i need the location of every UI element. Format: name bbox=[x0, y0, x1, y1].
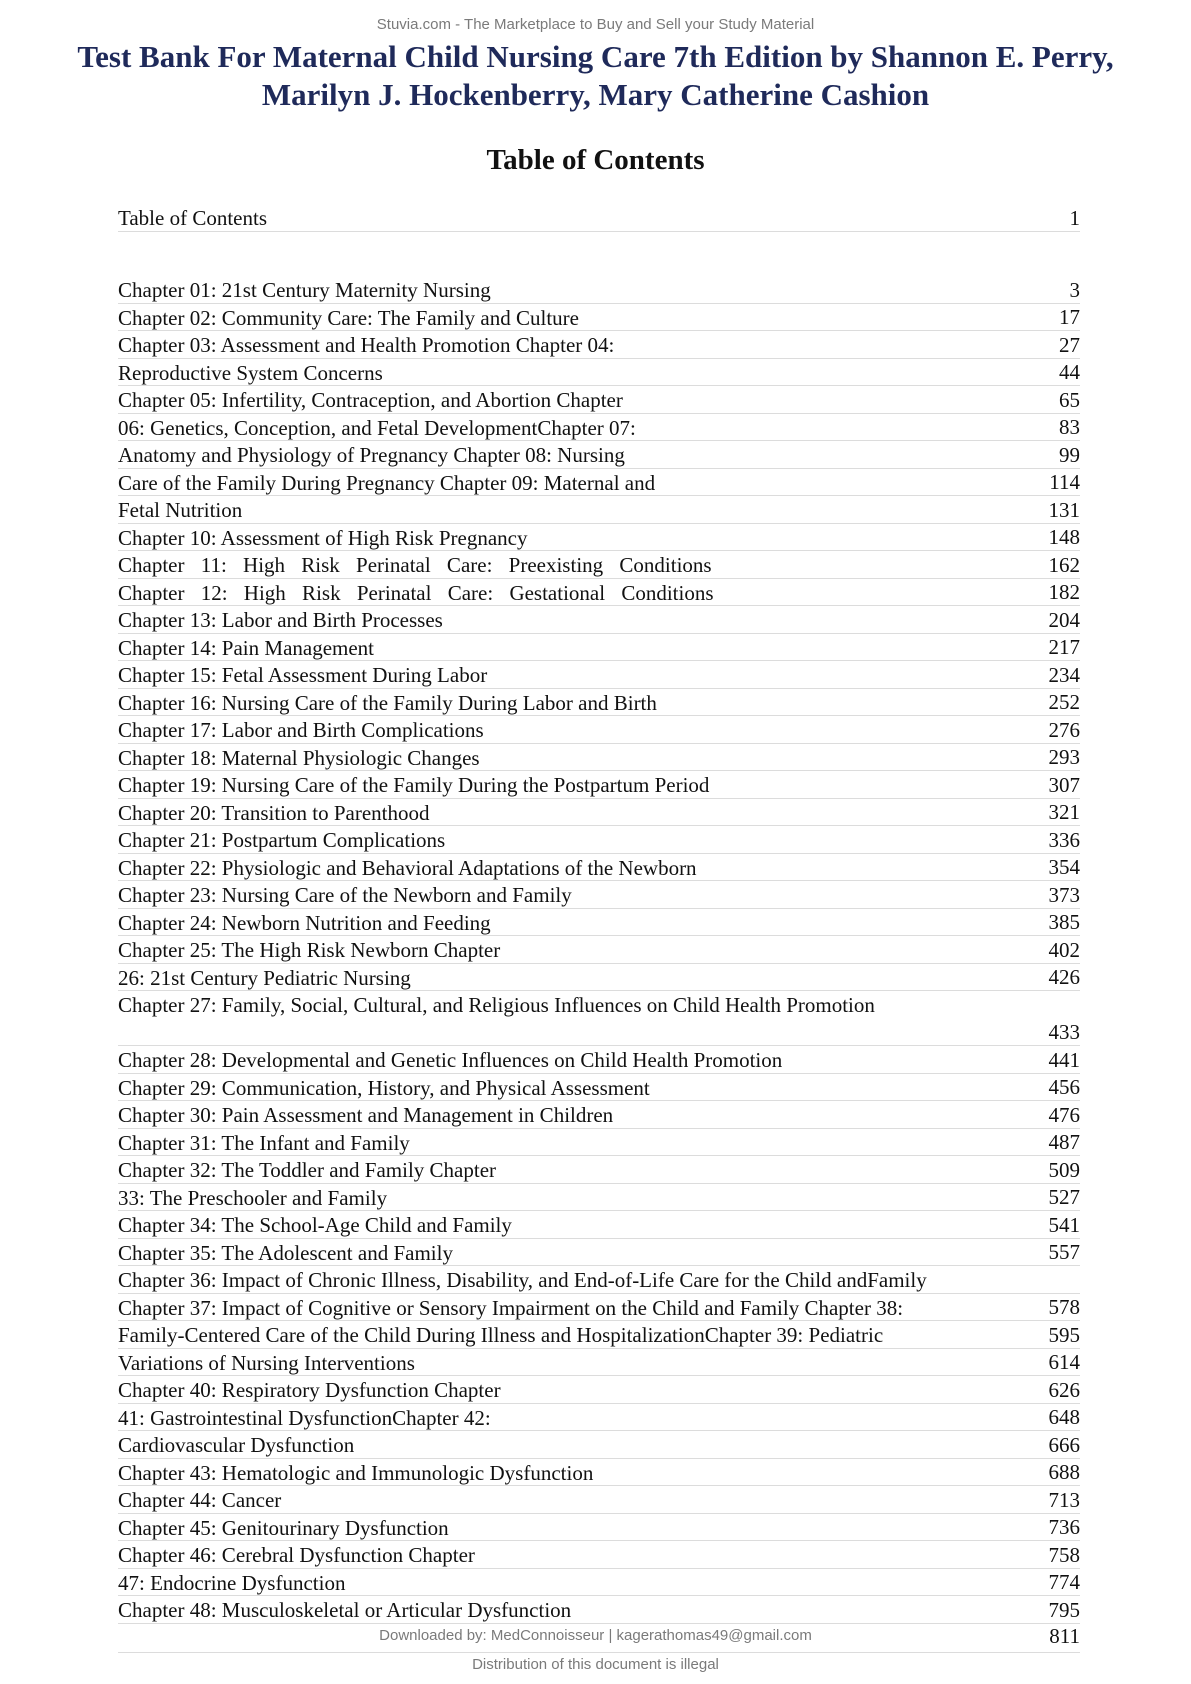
toc-entry-title: Chapter 27: Family, Social, Cultural, and Religious Influences on Child Health Promotion bbox=[118, 993, 875, 1017]
toc-entry-title: Chapter 32: The Toddler and Family Chapter bbox=[118, 1158, 497, 1182]
toc-entry[interactable] bbox=[118, 1459, 1080, 1487]
toc-entry-title: Chapter 48: Musculoskeletal or Articular Dysfunction bbox=[118, 1598, 572, 1622]
toc-entry[interactable] bbox=[118, 1184, 1080, 1212]
toc-entry-title: Chapter 17: Labor and Birth Complications bbox=[118, 718, 484, 742]
toc-entry[interactable] bbox=[118, 1376, 1080, 1404]
download-notice: Downloaded by: MedConnoisseur | kagerathomas49@gmail.com bbox=[379, 1627, 812, 1644]
toc-entry[interactable] bbox=[118, 331, 1080, 359]
toc-entry[interactable] bbox=[118, 469, 1080, 497]
toc-entry-page: 736 bbox=[1048, 1515, 1080, 1539]
toc-entry[interactable] bbox=[118, 936, 1080, 964]
toc-entry-title: Chapter 05: Infertility, Contraception, and Abortion Chapter bbox=[118, 388, 623, 412]
toc-entry[interactable] bbox=[118, 1569, 1080, 1597]
toc-entry-page: 476 bbox=[1048, 1102, 1080, 1127]
toc-entry-page: 293 bbox=[1048, 745, 1080, 769]
toc-top-entry[interactable] bbox=[118, 204, 1080, 232]
toc-entry-page: 44 bbox=[1059, 360, 1080, 384]
toc-entry-page: 17 bbox=[1059, 305, 1080, 329]
toc-entry-title: Chapter 31: The Infant and Family bbox=[118, 1130, 410, 1155]
toc-list bbox=[118, 276, 1080, 1624]
toc-entry-page: 557 bbox=[1048, 1240, 1080, 1264]
toc-entry-page: 774 bbox=[1048, 1570, 1080, 1594]
toc-entry[interactable] bbox=[118, 771, 1080, 799]
toc-entry-title: Chapter 43: Hematologic and Immunologic Dysfunction bbox=[118, 1460, 594, 1485]
toc-entry[interactable] bbox=[118, 909, 1080, 937]
toc-entry[interactable] bbox=[118, 1486, 1080, 1514]
toc-entry[interactable] bbox=[118, 496, 1080, 524]
toc-entry[interactable] bbox=[118, 1046, 1080, 1074]
toc-entry-page: 527 bbox=[1048, 1185, 1080, 1209]
toc-entry-page: 83 bbox=[1059, 415, 1080, 439]
toc-entry-title: Chapter 20: Transition to Parenthood bbox=[118, 800, 430, 825]
toc-entry[interactable] bbox=[118, 1129, 1080, 1157]
toc-entry-title: 33: The Preschooler and Family bbox=[118, 1185, 388, 1210]
toc-entry-page: 373 bbox=[1048, 882, 1080, 907]
toc-entry-title: Chapter 02: Community Care: The Family and Culture bbox=[118, 305, 579, 330]
toc-entry-title: Chapter 30: Pain Assessment and Management in Children bbox=[118, 1103, 614, 1127]
toc-entry-title: Chapter 29: Communication, History, and Physical Assessment bbox=[118, 1075, 650, 1100]
toc-entry-page: 234 bbox=[1048, 662, 1080, 687]
toc-entry[interactable] bbox=[118, 1541, 1080, 1569]
toc-entry-page: 758 bbox=[1048, 1542, 1080, 1567]
toc-entry-title: Chapter 23: Nursing Care of the Newborn and Family bbox=[118, 883, 572, 907]
toc-entry-title: Chapter 16: Nursing Care of the Family During Labor and Birth bbox=[118, 690, 657, 715]
toc-entry-title: Fetal Nutrition bbox=[118, 498, 243, 522]
toc-entry-page: 321 bbox=[1048, 800, 1080, 824]
toc-entry[interactable] bbox=[118, 881, 1080, 909]
toc-entry-page: 402 bbox=[1048, 937, 1080, 962]
toc-entry[interactable] bbox=[118, 991, 1080, 1046]
toc-entry-page: 614 bbox=[1048, 1350, 1080, 1374]
toc-entry-page: 148 bbox=[1048, 525, 1080, 549]
toc-entry-title: Chapter 24: Newborn Nutrition and Feeding bbox=[118, 910, 491, 935]
toc-entry[interactable] bbox=[118, 606, 1080, 634]
toc-entry-page: 276 bbox=[1048, 717, 1080, 742]
toc-entry[interactable] bbox=[118, 744, 1080, 772]
toc-entry[interactable] bbox=[118, 1404, 1080, 1432]
toc-entry[interactable] bbox=[118, 799, 1080, 827]
toc-entry-title: Chapter 19: Nursing Care of the Family During the Postpartum Period bbox=[118, 773, 710, 797]
toc-top-label: Table of Contents bbox=[118, 206, 267, 230]
toc-entry-title: Variations of Nursing Interventions bbox=[118, 1350, 415, 1375]
toc-entry[interactable] bbox=[118, 1156, 1080, 1184]
toc-entry[interactable] bbox=[118, 826, 1080, 854]
toc-entry[interactable] bbox=[118, 1431, 1080, 1459]
toc-entry-title: Chapter 46: Cerebral Dysfunction Chapter bbox=[118, 1543, 475, 1567]
toc-entry[interactable] bbox=[118, 634, 1080, 662]
toc-entry[interactable] bbox=[118, 386, 1080, 414]
toc-entry[interactable] bbox=[118, 1211, 1080, 1239]
toc-entry-title: Anatomy and Physiology of Pregnancy Chapter 08: Nursing bbox=[118, 443, 625, 467]
toc-entry-title: Reproductive System Concerns bbox=[118, 360, 383, 385]
toc-entry-title: Chapter 11: High Risk Perinatal Care: Preexisting Conditions bbox=[118, 553, 712, 577]
toc-entry-page: 27 bbox=[1059, 332, 1080, 357]
toc-entry[interactable] bbox=[118, 524, 1080, 552]
toc-entry-page: 114 bbox=[1049, 470, 1080, 494]
toc-entry-page: 3 bbox=[1069, 277, 1080, 302]
footer-divider bbox=[118, 1652, 1080, 1653]
toc-entry[interactable] bbox=[118, 579, 1080, 607]
toc-entry-page: 354 bbox=[1048, 855, 1080, 879]
toc-entry-page: 648 bbox=[1048, 1405, 1080, 1429]
toc-entry-page: 487 bbox=[1048, 1130, 1080, 1154]
toc-entry-title: Chapter 35: The Adolescent and Family bbox=[118, 1240, 453, 1265]
toc-entry-title: Chapter 34: The School-Age Child and Family bbox=[118, 1213, 512, 1237]
toc-entry-title: Chapter 36: Impact of Chronic Illness, Disability, and End-of-Life Care for the Child andFamily bbox=[118, 1268, 927, 1292]
toc-entry[interactable] bbox=[118, 551, 1080, 579]
toc-entry-title: Family-Centered Care of the Child During Illness and HospitalizationChapter 39: Pediatric bbox=[118, 1323, 884, 1347]
toc-entry-page: 162 bbox=[1048, 552, 1080, 577]
toc-entry[interactable] bbox=[118, 1514, 1080, 1542]
toc-entry[interactable] bbox=[118, 276, 1080, 304]
toc-entry-page: 336 bbox=[1048, 827, 1080, 852]
toc-entry-page: 426 bbox=[1048, 965, 1080, 989]
toc-entry[interactable] bbox=[118, 716, 1080, 744]
toc-entry-title: Chapter 45: Genitourinary Dysfunction bbox=[118, 1515, 449, 1540]
toc-entry[interactable] bbox=[118, 359, 1080, 387]
toc-entry-page: 541 bbox=[1048, 1212, 1080, 1237]
toc-entry-page: 595 bbox=[1048, 1322, 1080, 1347]
toc-entry-title: Chapter 13: Labor and Birth Processes bbox=[118, 608, 443, 632]
toc-entry[interactable] bbox=[118, 1349, 1080, 1377]
toc-entry-title: Chapter 12: High Risk Perinatal Care: Gestational Conditions bbox=[118, 580, 714, 605]
toc-entry-title: Chapter 10: Assessment of High Risk Pregnancy bbox=[118, 525, 528, 550]
toc-entry[interactable] bbox=[118, 1266, 1080, 1294]
toc-entry-page: 433 bbox=[1048, 1020, 1080, 1044]
toc-entry-title: Cardiovascular Dysfunction bbox=[118, 1433, 355, 1457]
distribution-notice: Distribution of this document is illegal bbox=[472, 1656, 719, 1673]
toc-entry-title: Chapter 40: Respiratory Dysfunction Chapter bbox=[118, 1378, 501, 1402]
toc-entry[interactable] bbox=[118, 854, 1080, 882]
toc-entry[interactable] bbox=[118, 304, 1080, 332]
toc-entry-page: 441 bbox=[1048, 1047, 1080, 1072]
toc-entry-title: Chapter 25: The High Risk Newborn Chapter bbox=[118, 938, 501, 962]
watermark-header: Stuvia.com - The Marketplace to Buy and Sell your Study Material bbox=[376, 16, 815, 33]
toc-entry[interactable] bbox=[118, 1074, 1080, 1102]
toc-entry-title: Chapter 15: Fetal Assessment During Labor bbox=[118, 663, 488, 687]
toc-entry-page: 626 bbox=[1048, 1377, 1080, 1402]
toc-entry[interactable] bbox=[118, 1294, 1080, 1322]
toc-entry-page: 713 bbox=[1048, 1487, 1080, 1512]
toc-entry-page: 217 bbox=[1048, 635, 1080, 659]
toc-entry[interactable] bbox=[118, 414, 1080, 442]
toc-entry-title: Chapter 14: Pain Management bbox=[118, 635, 375, 660]
toc-entry[interactable] bbox=[118, 1596, 1080, 1624]
toc-entry-page: 688 bbox=[1048, 1460, 1080, 1484]
toc-entry-page: 795 bbox=[1048, 1597, 1080, 1622]
toc-entry-page: 307 bbox=[1048, 772, 1080, 797]
toc-entry-title: Chapter 03: Assessment and Health Promotion Chapter 04: bbox=[118, 333, 615, 357]
toc-entry-page: 385 bbox=[1048, 910, 1080, 934]
toc-entry-page: 666 bbox=[1048, 1432, 1080, 1457]
toc-entry-page: 509 bbox=[1048, 1157, 1080, 1182]
toc-heading: Table of Contents bbox=[486, 144, 705, 176]
toc-entry-title: Chapter 44: Cancer bbox=[118, 1488, 282, 1512]
toc-entry-title: Chapter 01: 21st Century Maternity Nursing bbox=[118, 278, 491, 302]
toc-entry-page: 65 bbox=[1059, 387, 1080, 412]
toc-entry-title: Chapter 22: Physiologic and Behavioral Adaptations of the Newborn bbox=[118, 855, 697, 880]
toc-entry-title: 26: 21st Century Pediatric Nursing bbox=[118, 965, 411, 990]
toc-entry-page: 456 bbox=[1048, 1075, 1080, 1099]
toc-entry-title: Care of the Family During Pregnancy Chapter 09: Maternal and bbox=[118, 470, 656, 495]
toc-entry-page: 578 bbox=[1048, 1295, 1080, 1319]
toc-entry-title: 41: Gastrointestinal DysfunctionChapter 42: bbox=[118, 1405, 491, 1430]
toc-entry-page: 252 bbox=[1048, 690, 1080, 714]
toc-entry-page: 131 bbox=[1048, 497, 1080, 522]
toc-entry-title: 47: Endocrine Dysfunction bbox=[118, 1570, 346, 1595]
toc-entry-title: Chapter 37: Impact of Cognitive or Sensory Impairment on the Child and Family Chapter 38: bbox=[118, 1295, 904, 1320]
toc-top-page: 1 bbox=[1069, 205, 1080, 230]
toc-entry-page: 99 bbox=[1059, 442, 1080, 467]
toc-entry-title: 06: Genetics, Conception, and Fetal DevelopmentChapter 07: bbox=[118, 415, 636, 440]
toc-entry[interactable] bbox=[118, 1239, 1080, 1267]
toc-entry-page: 204 bbox=[1048, 607, 1080, 632]
toc-entry[interactable] bbox=[118, 1321, 1080, 1349]
toc-entry-title: Chapter 28: Developmental and Genetic Influences on Child Health Promotion bbox=[118, 1048, 783, 1072]
toc-entry-title: Chapter 18: Maternal Physiologic Changes bbox=[118, 745, 480, 770]
toc-entry[interactable] bbox=[118, 1101, 1080, 1129]
toc-entry[interactable] bbox=[118, 689, 1080, 717]
document-title: Test Bank For Maternal Child Nursing Care 7th Edition by Shannon E. Perry, Marilyn J. Hockenberry, Mary Catherine Cashion bbox=[77, 39, 1114, 112]
toc-entry[interactable] bbox=[118, 964, 1080, 992]
toc-last-page-number: 811 bbox=[1049, 1624, 1080, 1648]
toc-entry-title: Chapter 21: Postpartum Complications bbox=[118, 828, 446, 852]
toc-entry[interactable] bbox=[118, 441, 1080, 469]
toc-entry[interactable] bbox=[118, 661, 1080, 689]
toc-entry-page: 182 bbox=[1048, 580, 1080, 604]
